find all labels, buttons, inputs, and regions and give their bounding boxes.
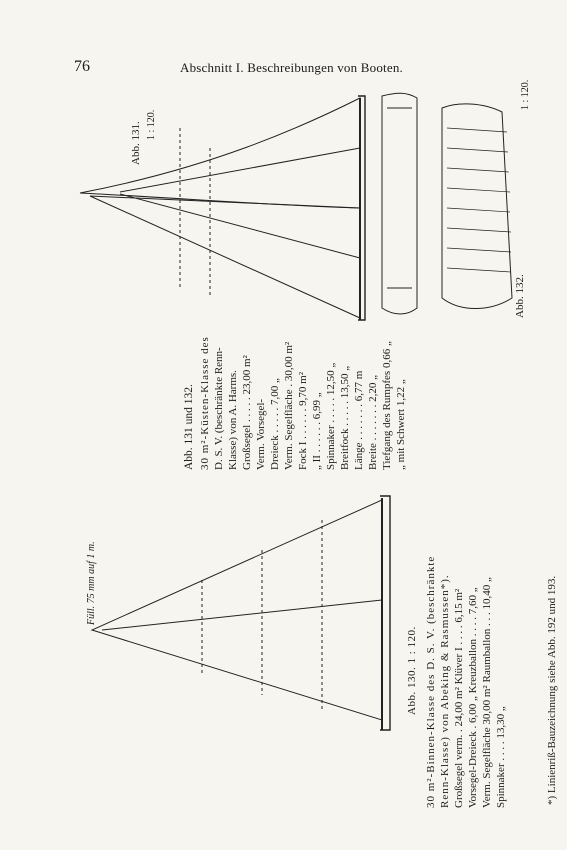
hull-drawing-132 — [372, 88, 532, 328]
figure-label-131: Abb. 131. — [130, 121, 142, 165]
page-number: 76 — [74, 58, 90, 75]
spec-row: Verm. Segelfläche 30,00 m² Raumballon . . . 10,40 „ — [481, 577, 493, 808]
spec-row: Verm. Segelfläche . 30,00 m² — [283, 341, 295, 470]
caption-131-132 — [182, 384, 196, 470]
running-head: Abschnitt I. Beschreibungen von Booten. — [180, 60, 403, 75]
spec-title-line: Renn-Klasse) von Abeking & Rasmussen*). — [439, 574, 451, 808]
figure-scale-132: 1 : 120. — [520, 79, 531, 110]
sail-plan-130-drawing — [82, 490, 402, 740]
figure-label-132: Abb. 132. — [514, 274, 526, 318]
spec-row: Verm. Vorsegel- — [255, 398, 267, 470]
spec-row: Spinnaker . . . . . 12,50 „ — [325, 362, 337, 470]
spec-row: Länge . . . . . . . 6,77 m — [353, 370, 365, 470]
spec-row: Breitfock . . . . . 13,50 „ — [339, 365, 351, 470]
caption-130: Abb. 130. 1 : 120. — [406, 626, 418, 715]
spec-row: Vorsegel-Dreieck . 6,00 „ Kreuzballon . . . . 7,60 „ — [467, 587, 479, 808]
spec-row: Spinnaker . . . . 13,30 „ — [495, 706, 507, 808]
scale-note-130: Füll. 75 mm auf 1 m. — [86, 541, 97, 625]
sail-plan-131-drawing — [60, 88, 370, 328]
spec-row: „ II . . . . . . 6,99 „ — [311, 392, 323, 470]
spec-row: „ mit Schwert 1,22 „ — [395, 379, 407, 470]
spec-block-130 — [424, 556, 508, 808]
spec-block-131 — [198, 336, 408, 470]
footnote: *) Linienriß-Bauzeichnung siehe Abb. 192 und 193. — [546, 575, 558, 805]
spec-row: Breite . . . . . . . 2,20 „ — [367, 374, 379, 470]
spec-row: Tiefgang des Rumpfes 0,66 „ — [381, 341, 393, 470]
caption-title: Abb. 131 und 132. — [183, 384, 195, 470]
spec-row: Fock I . . . . . . 9,70 m² — [297, 371, 309, 470]
spec-row: Dreieck . . . . . 7,00 „ — [269, 378, 281, 470]
spec-title-line: 30 m²-Küsten-Klasse des — [199, 336, 211, 470]
spec-row: Großsegel . . . . . 23,00 m² — [241, 355, 253, 470]
spec-title-line: 30 m²-Binnen-Klasse des D. S. V. (beschränkte — [425, 555, 437, 808]
figure-scale-131: 1 : 120. — [146, 109, 157, 140]
spec-title-line: Klasse) von A. Harms. — [227, 370, 239, 470]
spec-row: Großsegel verm. . 24,00 m² Klüver I . . . . 6,15 m² — [453, 588, 465, 808]
spec-title-line: D. S. V. (beschränkte Renn- — [213, 347, 225, 470]
